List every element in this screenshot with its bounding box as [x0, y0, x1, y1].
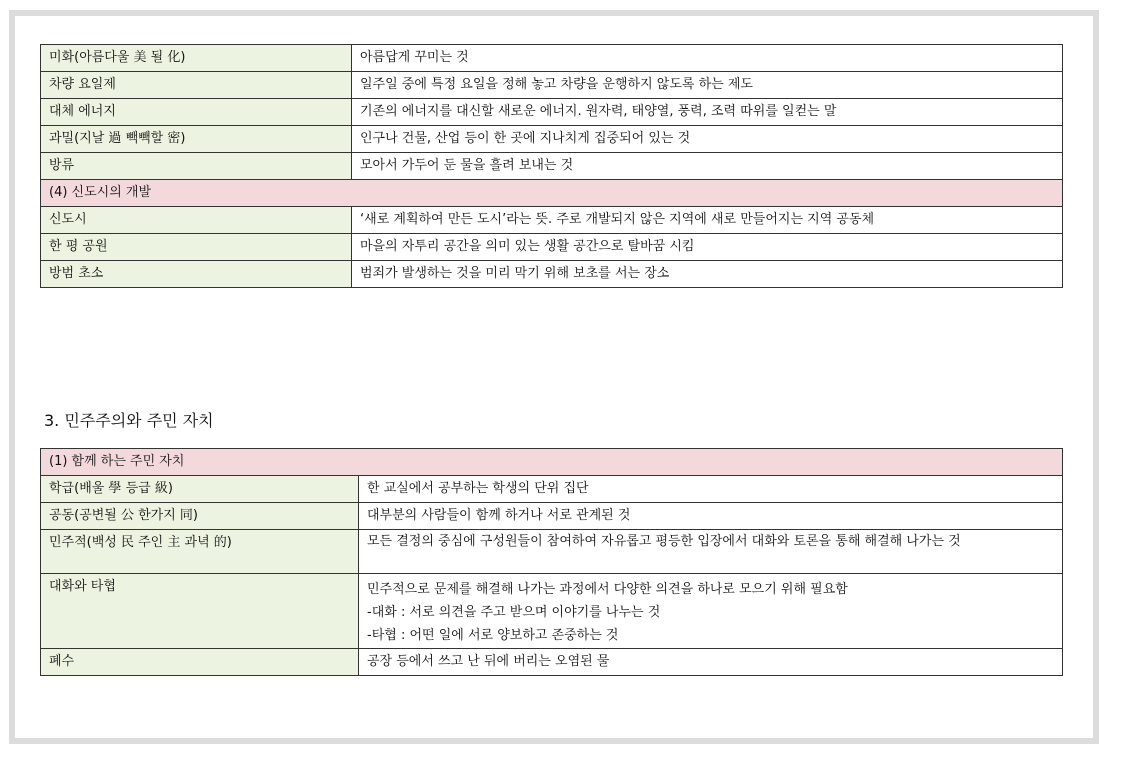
term-cell: 차량 요일제 [41, 72, 352, 99]
term-cell: 민주적(백성 民 주인 主 과녁 的) [41, 530, 359, 574]
definition-cell: 기존의 에너지를 대신할 새로운 에너지. 원자력, 태양열, 풍력, 조력 따위를 일컫는 말 [352, 99, 1063, 126]
definition-cell: 마을의 자투리 공간을 의미 있는 생활 공간으로 탈바꿈 시킴 [352, 234, 1063, 261]
table-row [41, 234, 1063, 261]
term-cell: 과밀(지날 過 빽빽할 密) [41, 126, 352, 153]
term-cell: 방류 [41, 153, 352, 180]
definition-cell [359, 530, 1063, 574]
definition-cell: 한 교실에서 공부하는 학생의 단위 집단 [359, 476, 1063, 503]
term-cell: 폐수 [41, 649, 359, 676]
section-header-row [41, 180, 1063, 207]
table-row [41, 476, 1063, 503]
term-cell: 대체 에너지 [41, 99, 352, 126]
table-row [41, 503, 1063, 530]
table-row [41, 45, 1063, 72]
definition-cell: 아름답게 꾸미는 것 [352, 45, 1063, 72]
term-cell: 공동(공변될 公 한가지 同) [41, 503, 359, 530]
term-cell: 미화(아름다울 美 될 化) [41, 45, 352, 72]
table-row [41, 207, 1063, 234]
term-cell: 한 평 공원 [41, 234, 352, 261]
table-row [41, 261, 1063, 288]
term-cell: 방범 초소 [41, 261, 352, 288]
table-row [41, 126, 1063, 153]
definition-cell: 대부분의 사람들이 함께 하거나 서로 관계된 것 [359, 503, 1063, 530]
term-cell: 신도시 [41, 207, 352, 234]
section-header: (4) 신도시의 개발 [41, 180, 1063, 207]
definition-cell: 모아서 가두어 둔 물을 흘려 보내는 것 [352, 153, 1063, 180]
term-cell: 대화와 타협 [41, 574, 359, 649]
definition-line: -타협 : 어떤 일에 서로 양보하고 존중하는 것 [367, 628, 619, 643]
glossary-table-1 [40, 44, 1063, 288]
table-row [41, 649, 1063, 676]
definition-cell: 일주일 중에 특정 요일을 정해 놓고 차량을 운행하지 않도록 하는 제도 [352, 72, 1063, 99]
term-cell: 학급(배울 學 등급 級) [41, 476, 359, 503]
table-row [41, 530, 1063, 574]
section-header: (1) 함께 하는 주민 자치 [41, 449, 1063, 476]
table-row [41, 574, 1063, 649]
table-row [41, 99, 1063, 126]
definition-cell: 범죄가 발생하는 것을 미리 막기 위해 보초를 서는 장소 [352, 261, 1063, 288]
definition-cell: 공장 등에서 쓰고 난 뒤에 버리는 오염된 물 [359, 649, 1063, 676]
definition-text: 모든 결정의 중심에 구성원들이 참여하여 자유롭고 평등한 입장에서 대화와 토론을 통해 해결해 나가는 것 [367, 534, 961, 549]
definition-cell [359, 574, 1063, 649]
definition-line: 민주적으로 문제를 해결해 나가는 과정에서 다양한 의견을 하나로 모으기 위해 필요함 [367, 582, 848, 597]
section-header-row [41, 449, 1063, 476]
table-row [41, 72, 1063, 99]
definition-cell: ‘새로 계획하여 만든 도시’라는 뜻. 주로 개발되지 않은 지역에 새로 만들어지는 지역 공동체 [352, 207, 1063, 234]
definition-cell: 인구나 건물, 산업 등이 한 곳에 지나치게 집중되어 있는 것 [352, 126, 1063, 153]
definition-line: -대화 : 서로 의견을 주고 받으며 이야기를 나누는 것 [367, 605, 661, 620]
section-heading: 3. 민주주의와 주민 자치 [44, 411, 214, 430]
glossary-table-2 [40, 448, 1063, 676]
table-row [41, 153, 1063, 180]
